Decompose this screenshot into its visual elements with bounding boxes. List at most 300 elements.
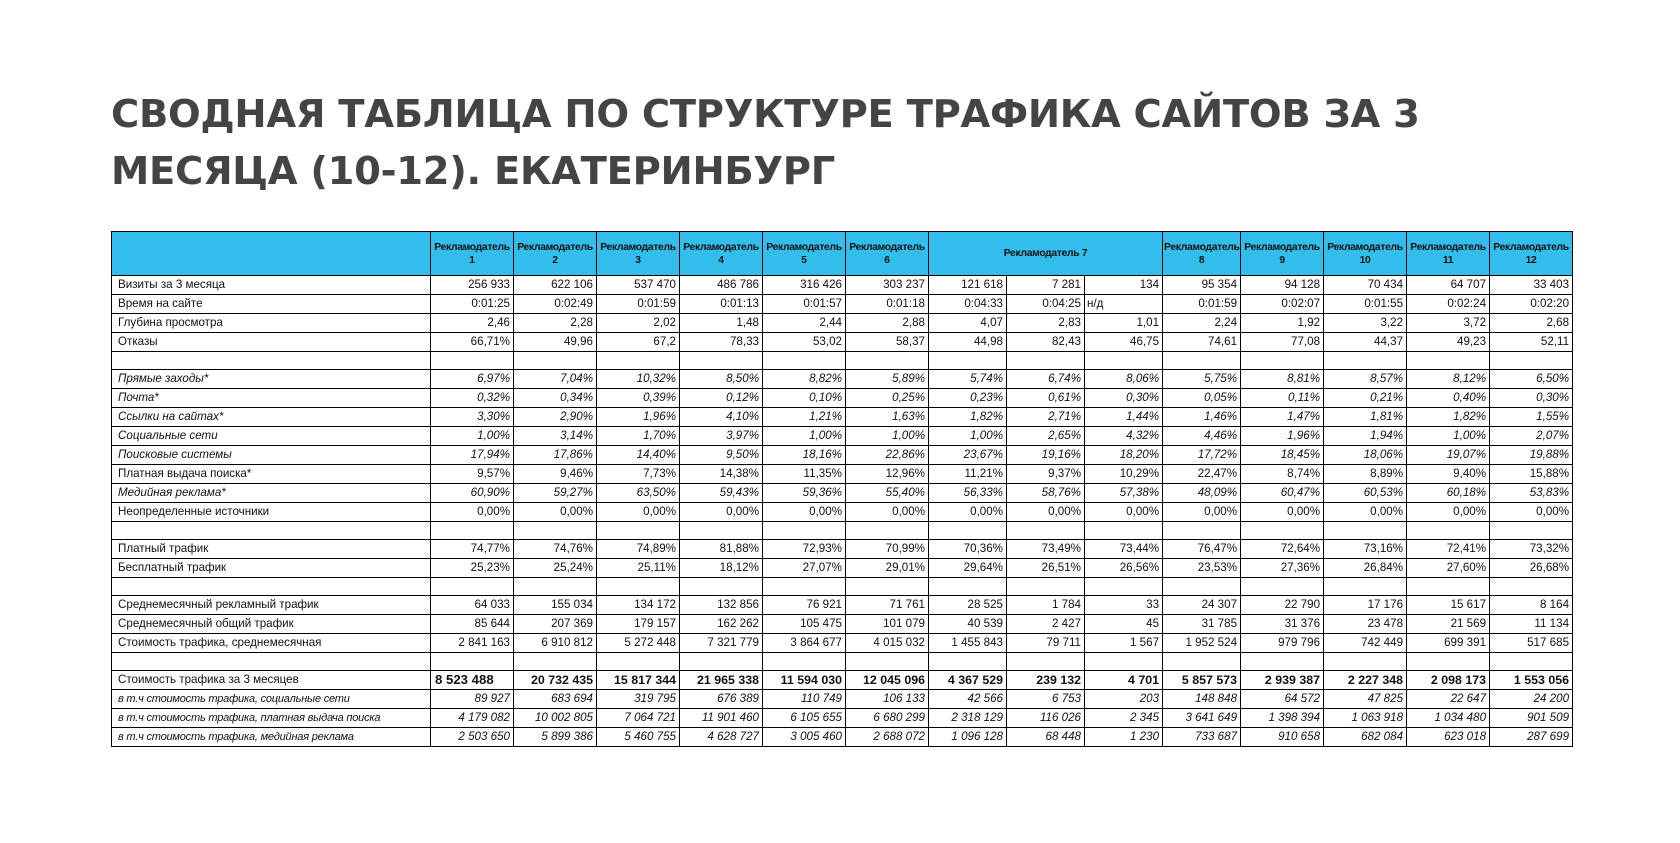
value-cell: 0,30% bbox=[1490, 389, 1573, 408]
column-header: Рекламодатель 8 bbox=[1163, 232, 1241, 276]
empty-cell bbox=[1407, 653, 1490, 671]
value-cell: 1,44% bbox=[1085, 408, 1163, 427]
value-cell: 59,27% bbox=[514, 484, 597, 503]
empty-cell bbox=[514, 578, 597, 596]
value-cell: 46,75 bbox=[1085, 333, 1163, 352]
value-cell: 6 910 812 bbox=[514, 634, 597, 653]
spacer-row bbox=[112, 653, 1573, 671]
row-label: Время на сайте bbox=[112, 295, 431, 314]
value-cell: 256 933 bbox=[431, 276, 514, 295]
row-label: Стоимость трафика за 3 месяцев bbox=[112, 671, 431, 690]
value-cell: 29,01% bbox=[846, 559, 929, 578]
value-cell: 8,82% bbox=[763, 370, 846, 389]
row-label: Отказы bbox=[112, 333, 431, 352]
value-cell: 2 688 072 bbox=[846, 728, 929, 747]
value-cell: 1 398 394 bbox=[1241, 709, 1324, 728]
value-cell: 11,35% bbox=[763, 465, 846, 484]
empty-cell bbox=[514, 522, 597, 540]
value-cell: 72,93% bbox=[763, 540, 846, 559]
value-cell: 0,61% bbox=[1007, 389, 1085, 408]
value-cell: 22,47% bbox=[1163, 465, 1241, 484]
value-cell: 45 bbox=[1085, 615, 1163, 634]
table-row bbox=[112, 465, 1573, 484]
value-cell: 58,37 bbox=[846, 333, 929, 352]
value-cell: 18,12% bbox=[680, 559, 763, 578]
empty-cell bbox=[1085, 522, 1163, 540]
value-cell: 59,43% bbox=[680, 484, 763, 503]
value-cell: 33 403 bbox=[1490, 276, 1573, 295]
value-cell: 3,14% bbox=[514, 427, 597, 446]
value-cell: 7,73% bbox=[597, 465, 680, 484]
value-cell: 0:01:13 bbox=[680, 295, 763, 314]
value-cell: 1,82% bbox=[929, 408, 1007, 427]
value-cell: 44,98 bbox=[929, 333, 1007, 352]
value-cell: 28 525 bbox=[929, 596, 1007, 615]
empty-cell bbox=[112, 522, 431, 540]
value-cell: 682 084 bbox=[1324, 728, 1407, 747]
value-cell: 73,44% bbox=[1085, 540, 1163, 559]
row-label: Социальные сети bbox=[112, 427, 431, 446]
value-cell: 2 098 173 bbox=[1407, 671, 1490, 690]
value-cell: 203 bbox=[1085, 690, 1163, 709]
empty-cell bbox=[1490, 578, 1573, 596]
column-header: Рекламодатель 7 bbox=[929, 232, 1163, 276]
value-cell: 26,51% bbox=[1007, 559, 1085, 578]
empty-cell bbox=[846, 352, 929, 370]
value-cell: 9,37% bbox=[1007, 465, 1085, 484]
value-cell: 76,47% bbox=[1163, 540, 1241, 559]
value-cell: 162 262 bbox=[680, 615, 763, 634]
value-cell: 70,36% bbox=[929, 540, 1007, 559]
empty-cell bbox=[929, 522, 1007, 540]
value-cell: 5 272 448 bbox=[597, 634, 680, 653]
value-cell: 105 475 bbox=[763, 615, 846, 634]
value-cell: 910 658 bbox=[1241, 728, 1324, 747]
column-header: Рекламодатель 4 bbox=[680, 232, 763, 276]
value-cell: 12,96% bbox=[846, 465, 929, 484]
value-cell: 6 753 bbox=[1007, 690, 1085, 709]
value-cell: 25,23% bbox=[431, 559, 514, 578]
empty-cell bbox=[929, 653, 1007, 671]
header-corner-cell bbox=[112, 232, 431, 276]
value-cell: 4,46% bbox=[1163, 427, 1241, 446]
empty-cell bbox=[1490, 653, 1573, 671]
value-cell: 19,88% bbox=[1490, 446, 1573, 465]
empty-cell bbox=[1085, 352, 1163, 370]
value-cell: 239 132 bbox=[1007, 671, 1085, 690]
table-row bbox=[112, 389, 1573, 408]
table-row bbox=[112, 408, 1573, 427]
value-cell: 7,04% bbox=[514, 370, 597, 389]
value-cell: 683 694 bbox=[514, 690, 597, 709]
empty-cell bbox=[1407, 352, 1490, 370]
value-cell: 4,07 bbox=[929, 314, 1007, 333]
value-cell: 3 641 649 bbox=[1163, 709, 1241, 728]
value-cell: 5,89% bbox=[846, 370, 929, 389]
spacer-row bbox=[112, 522, 1573, 540]
value-cell: 52,11 bbox=[1490, 333, 1573, 352]
value-cell: 0,00% bbox=[1085, 503, 1163, 522]
value-cell: 63,50% bbox=[597, 484, 680, 503]
value-cell: 48,09% bbox=[1163, 484, 1241, 503]
value-cell: 71 761 bbox=[846, 596, 929, 615]
value-cell: 6,97% bbox=[431, 370, 514, 389]
empty-cell bbox=[112, 653, 431, 671]
value-cell: 0:01:55 bbox=[1324, 295, 1407, 314]
value-cell: 1,55% bbox=[1490, 408, 1573, 427]
value-cell: 0,00% bbox=[1407, 503, 1490, 522]
value-cell: 72,64% bbox=[1241, 540, 1324, 559]
value-cell: 73,32% bbox=[1490, 540, 1573, 559]
value-cell: 77,08 bbox=[1241, 333, 1324, 352]
value-cell: 1 063 918 bbox=[1324, 709, 1407, 728]
value-cell: 9,57% bbox=[431, 465, 514, 484]
value-cell: 2,46 bbox=[431, 314, 514, 333]
value-cell: 1 952 524 bbox=[1163, 634, 1241, 653]
value-cell: 49,96 bbox=[514, 333, 597, 352]
value-cell: 0,00% bbox=[431, 503, 514, 522]
empty-cell bbox=[1163, 578, 1241, 596]
value-cell: 42 566 bbox=[929, 690, 1007, 709]
row-label: Поисковые системы bbox=[112, 446, 431, 465]
empty-cell bbox=[1085, 578, 1163, 596]
value-cell: 6,74% bbox=[1007, 370, 1085, 389]
value-cell: 66,71% bbox=[431, 333, 514, 352]
value-cell: 106 133 bbox=[846, 690, 929, 709]
value-cell: 11 901 460 bbox=[680, 709, 763, 728]
value-cell: 121 618 bbox=[929, 276, 1007, 295]
empty-cell bbox=[1163, 653, 1241, 671]
value-cell: 10,32% bbox=[597, 370, 680, 389]
empty-cell bbox=[846, 653, 929, 671]
value-cell: 287 699 bbox=[1490, 728, 1573, 747]
value-cell: 9,40% bbox=[1407, 465, 1490, 484]
value-cell: 18,45% bbox=[1241, 446, 1324, 465]
value-cell: 0,00% bbox=[1007, 503, 1085, 522]
empty-cell bbox=[112, 352, 431, 370]
empty-cell bbox=[1324, 522, 1407, 540]
value-cell: 0,00% bbox=[1324, 503, 1407, 522]
value-cell: 6,50% bbox=[1490, 370, 1573, 389]
value-cell: 0,05% bbox=[1163, 389, 1241, 408]
empty-cell bbox=[763, 522, 846, 540]
empty-cell bbox=[1490, 522, 1573, 540]
value-cell: 17 176 bbox=[1324, 596, 1407, 615]
value-cell: 7 281 bbox=[1007, 276, 1085, 295]
value-cell: 179 157 bbox=[597, 615, 680, 634]
value-cell: 4 015 032 bbox=[846, 634, 929, 653]
traffic-summary-table bbox=[111, 231, 1573, 747]
value-cell: 74,76% bbox=[514, 540, 597, 559]
value-cell: 24 307 bbox=[1163, 596, 1241, 615]
value-cell: 1,94% bbox=[1324, 427, 1407, 446]
empty-cell bbox=[597, 352, 680, 370]
empty-cell bbox=[680, 578, 763, 596]
empty-cell bbox=[1490, 352, 1573, 370]
value-cell: 8,06% bbox=[1085, 370, 1163, 389]
table-row bbox=[112, 314, 1573, 333]
value-cell: 1,00% bbox=[929, 427, 1007, 446]
value-cell: 3,97% bbox=[680, 427, 763, 446]
row-label: Почта* bbox=[112, 389, 431, 408]
value-cell: 1,21% bbox=[763, 408, 846, 427]
value-cell: 26,56% bbox=[1085, 559, 1163, 578]
value-cell: 2 318 129 bbox=[929, 709, 1007, 728]
value-cell: 40 539 bbox=[929, 615, 1007, 634]
value-cell: 22 790 bbox=[1241, 596, 1324, 615]
value-cell: 60,53% bbox=[1324, 484, 1407, 503]
value-cell: 1 096 128 bbox=[929, 728, 1007, 747]
value-cell: 517 685 bbox=[1490, 634, 1573, 653]
value-cell: 2,65% bbox=[1007, 427, 1085, 446]
value-cell: 4,32% bbox=[1085, 427, 1163, 446]
value-cell: 4 367 529 bbox=[929, 671, 1007, 690]
value-cell: 18,06% bbox=[1324, 446, 1407, 465]
value-cell: 17,94% bbox=[431, 446, 514, 465]
value-cell: 21 965 338 bbox=[680, 671, 763, 690]
value-cell: 537 470 bbox=[597, 276, 680, 295]
value-cell: 82,43 bbox=[1007, 333, 1085, 352]
column-header: Рекламодатель 10 bbox=[1324, 232, 1407, 276]
value-cell: 60,90% bbox=[431, 484, 514, 503]
table-row bbox=[112, 484, 1573, 503]
column-header: Рекламодатель 1 bbox=[431, 232, 514, 276]
value-cell: 1,63% bbox=[846, 408, 929, 427]
table-row bbox=[112, 333, 1573, 352]
value-cell: 94 128 bbox=[1241, 276, 1324, 295]
empty-cell bbox=[763, 352, 846, 370]
value-cell: 1 553 056 bbox=[1490, 671, 1573, 690]
value-cell: 2,28 bbox=[514, 314, 597, 333]
value-cell: 0,12% bbox=[680, 389, 763, 408]
value-cell: 622 106 bbox=[514, 276, 597, 295]
value-cell: 59,36% bbox=[763, 484, 846, 503]
value-cell: 1,00% bbox=[846, 427, 929, 446]
value-cell: 18,20% bbox=[1085, 446, 1163, 465]
row-label: Ссылки на сайтах* bbox=[112, 408, 431, 427]
value-cell: 64 572 bbox=[1241, 690, 1324, 709]
empty-cell bbox=[763, 653, 846, 671]
empty-cell bbox=[1407, 522, 1490, 540]
value-cell: 3 005 460 bbox=[763, 728, 846, 747]
value-cell: 1,46% bbox=[1163, 408, 1241, 427]
empty-cell bbox=[1324, 352, 1407, 370]
value-cell: 1,00% bbox=[431, 427, 514, 446]
value-cell: 5,74% bbox=[929, 370, 1007, 389]
table-row bbox=[112, 690, 1573, 709]
value-cell: 2 427 bbox=[1007, 615, 1085, 634]
value-cell: 8,57% bbox=[1324, 370, 1407, 389]
value-cell: 47 825 bbox=[1324, 690, 1407, 709]
value-cell: 22 647 bbox=[1407, 690, 1490, 709]
value-cell: 1,82% bbox=[1407, 408, 1490, 427]
empty-cell bbox=[1407, 578, 1490, 596]
value-cell: 81,88% bbox=[680, 540, 763, 559]
value-cell: 4 701 bbox=[1085, 671, 1163, 690]
value-cell: 0,00% bbox=[929, 503, 1007, 522]
value-cell: 0,00% bbox=[1241, 503, 1324, 522]
value-cell: 3,30% bbox=[431, 408, 514, 427]
empty-cell bbox=[431, 578, 514, 596]
value-cell: 148 848 bbox=[1163, 690, 1241, 709]
table-row bbox=[112, 427, 1573, 446]
empty-cell bbox=[1007, 578, 1085, 596]
value-cell: 64 033 bbox=[431, 596, 514, 615]
row-label: Неопределенные источники bbox=[112, 503, 431, 522]
empty-cell bbox=[112, 578, 431, 596]
value-cell: 19,16% bbox=[1007, 446, 1085, 465]
empty-cell bbox=[1241, 522, 1324, 540]
value-cell: 132 856 bbox=[680, 596, 763, 615]
empty-cell bbox=[514, 653, 597, 671]
value-cell: 17,72% bbox=[1163, 446, 1241, 465]
value-cell: 0,23% bbox=[929, 389, 1007, 408]
value-cell: 8,50% bbox=[680, 370, 763, 389]
value-cell: 4 628 727 bbox=[680, 728, 763, 747]
table-row bbox=[112, 540, 1573, 559]
value-cell: 676 389 bbox=[680, 690, 763, 709]
value-cell: 0,21% bbox=[1324, 389, 1407, 408]
value-cell: 6 680 299 bbox=[846, 709, 929, 728]
value-cell: 2,90% bbox=[514, 408, 597, 427]
value-cell: 60,47% bbox=[1241, 484, 1324, 503]
value-cell: 2,44 bbox=[763, 314, 846, 333]
value-cell: 110 749 bbox=[763, 690, 846, 709]
row-label: Среднемесячный общий трафик bbox=[112, 615, 431, 634]
value-cell: 0:02:07 bbox=[1241, 295, 1324, 314]
value-cell: 1,00% bbox=[763, 427, 846, 446]
value-cell: 6 105 655 bbox=[763, 709, 846, 728]
value-cell: 0:04:25 bbox=[1007, 295, 1085, 314]
value-cell: 134 172 bbox=[597, 596, 680, 615]
empty-cell bbox=[431, 352, 514, 370]
table-row bbox=[112, 671, 1573, 690]
value-cell: 49,23 bbox=[1407, 333, 1490, 352]
value-cell: 27,36% bbox=[1241, 559, 1324, 578]
column-header: Рекламодатель 2 bbox=[514, 232, 597, 276]
value-cell: 15 617 bbox=[1407, 596, 1490, 615]
value-cell: 979 796 bbox=[1241, 634, 1324, 653]
value-cell: 15,88% bbox=[1490, 465, 1573, 484]
value-cell: 0,00% bbox=[1490, 503, 1573, 522]
value-cell: 15 817 344 bbox=[597, 671, 680, 690]
value-cell: 2 227 348 bbox=[1324, 671, 1407, 690]
value-cell: 5 899 386 bbox=[514, 728, 597, 747]
value-cell: 0,39% bbox=[597, 389, 680, 408]
value-cell: 0,11% bbox=[1241, 389, 1324, 408]
table-row bbox=[112, 634, 1573, 653]
empty-cell bbox=[514, 352, 597, 370]
table-header-row bbox=[112, 232, 1573, 276]
table-row bbox=[112, 503, 1573, 522]
value-cell: 26,84% bbox=[1324, 559, 1407, 578]
value-cell: 11 594 030 bbox=[763, 671, 846, 690]
value-cell: 11 134 bbox=[1490, 615, 1573, 634]
empty-cell bbox=[597, 578, 680, 596]
value-cell: 27,07% bbox=[763, 559, 846, 578]
value-cell: 0,10% bbox=[763, 389, 846, 408]
table-row bbox=[112, 370, 1573, 389]
value-cell: 207 369 bbox=[514, 615, 597, 634]
value-cell: 70 434 bbox=[1324, 276, 1407, 295]
value-cell: 73,16% bbox=[1324, 540, 1407, 559]
column-header: Рекламодатель 12 bbox=[1490, 232, 1573, 276]
value-cell: 73,49% bbox=[1007, 540, 1085, 559]
value-cell: 1,92 bbox=[1241, 314, 1324, 333]
value-cell: 12 045 096 bbox=[846, 671, 929, 690]
column-header: Рекламодатель 11 bbox=[1407, 232, 1490, 276]
empty-cell bbox=[1007, 352, 1085, 370]
column-header: Рекламодатель 6 bbox=[846, 232, 929, 276]
empty-cell bbox=[1007, 522, 1085, 540]
value-cell: 1,70% bbox=[597, 427, 680, 446]
empty-cell bbox=[1163, 522, 1241, 540]
value-cell: 57,38% bbox=[1085, 484, 1163, 503]
row-label: в т.ч стоимость трафика, медийная реклама bbox=[112, 728, 431, 747]
row-label: Стоимость трафика, среднемесячная bbox=[112, 634, 431, 653]
value-cell: 44,37 bbox=[1324, 333, 1407, 352]
value-cell: 316 426 bbox=[763, 276, 846, 295]
row-label: Глубина просмотра bbox=[112, 314, 431, 333]
value-cell: 2,68 bbox=[1490, 314, 1573, 333]
column-header: Рекламодатель 9 bbox=[1241, 232, 1324, 276]
value-cell: 7 064 721 bbox=[597, 709, 680, 728]
value-cell: 486 786 bbox=[680, 276, 763, 295]
empty-cell bbox=[680, 522, 763, 540]
value-cell: 53,02 bbox=[763, 333, 846, 352]
column-header: Рекламодатель 5 bbox=[763, 232, 846, 276]
value-cell: 8,74% bbox=[1241, 465, 1324, 484]
empty-cell bbox=[763, 578, 846, 596]
value-cell: 1 230 bbox=[1085, 728, 1163, 747]
value-cell: 3,72 bbox=[1407, 314, 1490, 333]
empty-cell bbox=[1241, 653, 1324, 671]
value-cell: 8 164 bbox=[1490, 596, 1573, 615]
value-cell: 1,96% bbox=[597, 408, 680, 427]
value-cell: 0:02:24 bbox=[1407, 295, 1490, 314]
value-cell: 5 460 755 bbox=[597, 728, 680, 747]
value-cell: 23,53% bbox=[1163, 559, 1241, 578]
value-cell: 4 179 082 bbox=[431, 709, 514, 728]
value-cell: 14,38% bbox=[680, 465, 763, 484]
value-cell: 67,2 bbox=[597, 333, 680, 352]
row-label: Среднемесячный рекламный трафик bbox=[112, 596, 431, 615]
empty-cell bbox=[680, 653, 763, 671]
value-cell: 21 569 bbox=[1407, 615, 1490, 634]
value-cell: 89 927 bbox=[431, 690, 514, 709]
value-cell: 2 939 387 bbox=[1241, 671, 1324, 690]
table-row bbox=[112, 596, 1573, 615]
value-cell: 742 449 bbox=[1324, 634, 1407, 653]
spacer-row bbox=[112, 578, 1573, 596]
value-cell: 1,47% bbox=[1241, 408, 1324, 427]
value-cell: 0:01:57 bbox=[763, 295, 846, 314]
value-cell: 1,96% bbox=[1241, 427, 1324, 446]
value-cell: 9,50% bbox=[680, 446, 763, 465]
value-cell: 79 711 bbox=[1007, 634, 1085, 653]
value-cell: 10,29% bbox=[1085, 465, 1163, 484]
value-cell: 0,00% bbox=[1163, 503, 1241, 522]
empty-cell bbox=[431, 653, 514, 671]
table-row bbox=[112, 295, 1573, 314]
value-cell: 0:01:18 bbox=[846, 295, 929, 314]
value-cell: 20 732 435 bbox=[514, 671, 597, 690]
value-cell: 74,61 bbox=[1163, 333, 1241, 352]
value-cell: 1,01 bbox=[1085, 314, 1163, 333]
value-cell: 0:04:33 bbox=[929, 295, 1007, 314]
value-cell: 8,81% bbox=[1241, 370, 1324, 389]
value-cell: 60,18% bbox=[1407, 484, 1490, 503]
